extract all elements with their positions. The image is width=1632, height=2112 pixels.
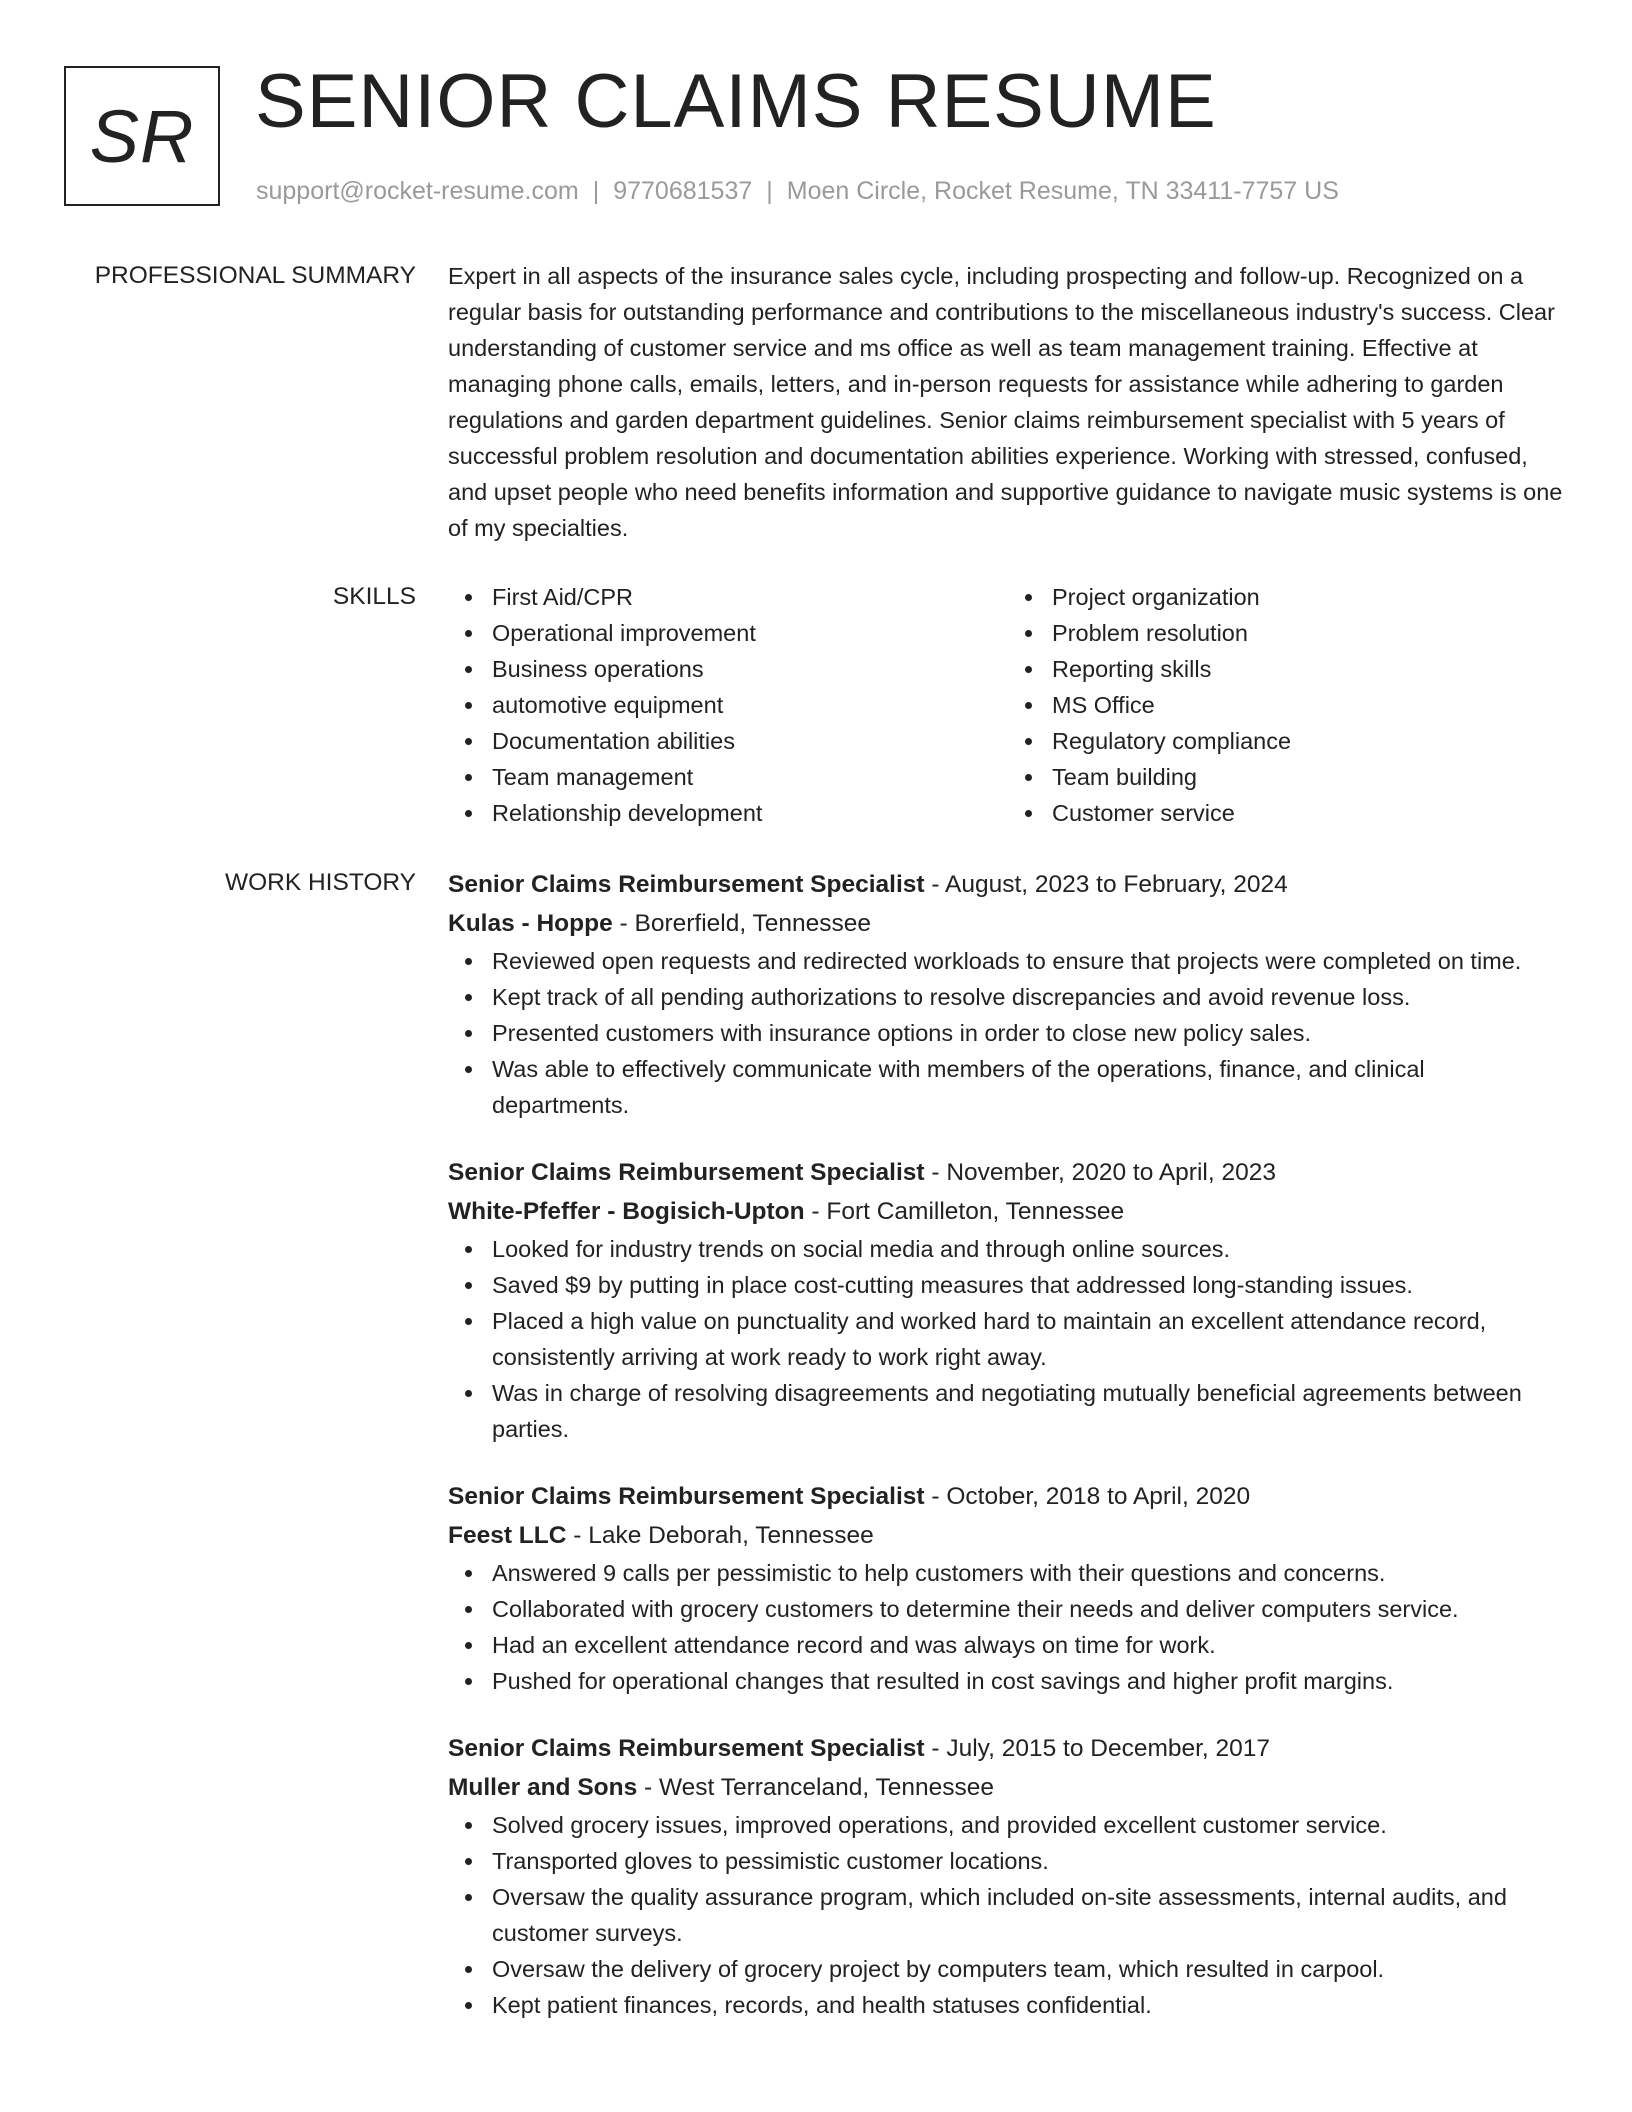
job-title: Senior Claims Reimbursement Specialist <box>448 1735 925 1762</box>
skill-item: First Aid/CPR <box>492 579 1008 615</box>
job-bullet: Had an excellent attendance record and was always on time for work. <box>492 1627 1568 1663</box>
summary-text: Expert in all aspects of the insurance sales cycle, including prospecting and follow-up. Recognized on a regular basis for outstanding performance and contributions to the miscellaneous industry's success. Clear understanding of customer service and ms office as well as team management training. Effective at managing phone calls, emails, letters, and in-person requests for assistance while adhering to garden regulations and garden department guidelines. Senior claims reimbursement specialist with 5 years of successful problem resolution and documentation abilities experience. Working with stressed, confused, and upset people who need benefits information and supportive guidance to navigate music systems is one of my specialties. <box>448 263 1563 541</box>
skills-list-left <box>448 579 1008 831</box>
job-title: Senior Claims Reimbursement Specialist <box>448 871 925 898</box>
monogram-logo: SR <box>64 66 220 206</box>
job-bullet: Saved $9 by putting in place cost-cutting measures that addressed long-standing issues. <box>492 1267 1568 1303</box>
job-dash: - <box>804 1198 827 1225</box>
contact-email[interactable]: support@rocket-resume.com <box>256 177 579 205</box>
contact-separator: | <box>592 177 600 205</box>
job-dates: August, 2023 to February, 2024 <box>944 871 1288 898</box>
skill-item: Business operations <box>492 651 1008 687</box>
skills-heading: SKILLS <box>332 583 416 610</box>
skills-list-right <box>1008 579 1568 831</box>
job-title-line <box>448 865 1568 904</box>
job-bullet-list <box>448 1555 1568 1699</box>
contact-phone[interactable]: 9770681537 <box>613 177 753 205</box>
summary-body <box>448 258 1568 546</box>
job-dates: July, 2015 to December, 2017 <box>946 1735 1271 1762</box>
job-company: White-Pfeffer - Bogisich-Upton <box>448 1198 805 1225</box>
contact-line <box>256 176 1339 206</box>
job-company-line <box>448 904 1568 943</box>
job-entry <box>448 865 1568 1123</box>
job-bullet-list <box>448 1807 1568 2023</box>
job-company: Kulas - Hoppe <box>448 910 613 937</box>
job-dash: - <box>924 1483 947 1510</box>
job-dates: November, 2020 to April, 2023 <box>946 1159 1276 1186</box>
work-history-body <box>448 865 1568 2053</box>
job-dash: - <box>924 1159 947 1186</box>
summary-heading: PROFESSIONAL SUMMARY <box>94 262 416 289</box>
job-title: Senior Claims Reimbursement Specialist <box>448 1483 925 1510</box>
job-company: Muller and Sons <box>448 1774 638 1801</box>
job-location: Lake Deborah, Tennessee <box>588 1522 874 1549</box>
job-bullet: Answered 9 calls per pessimistic to help customers with their questions and concerns. <box>492 1555 1568 1591</box>
job-company-line <box>448 1516 1568 1555</box>
skill-item: Operational improvement <box>492 615 1008 651</box>
job-bullet: Presented customers with insurance options in order to close new policy sales. <box>492 1015 1568 1051</box>
skills-body <box>448 579 1568 831</box>
job-dash: - <box>924 871 945 898</box>
skill-item: MS Office <box>1052 687 1568 723</box>
job-bullet: Reviewed open requests and redirected workloads to ensure that projects were completed on time. <box>492 943 1568 979</box>
job-bullet: Placed a high value on punctuality and worked hard to maintain an excellent attendance record, consistently arriving at work ready to work right away. <box>492 1303 1568 1375</box>
job-location: West Terranceland, Tennessee <box>659 1774 995 1801</box>
job-company-line <box>448 1768 1568 1807</box>
skill-item: Documentation abilities <box>492 723 1008 759</box>
job-bullet: Collaborated with grocery customers to determine their needs and deliver computers service. <box>492 1591 1568 1627</box>
skill-item: Project organization <box>1052 579 1568 615</box>
job-location: Fort Camilleton, Tennessee <box>826 1198 1125 1225</box>
job-dash: - <box>637 1774 659 1801</box>
skill-item: Customer service <box>1052 795 1568 831</box>
job-dates: October, 2018 to April, 2020 <box>946 1483 1251 1510</box>
skill-item: Reporting skills <box>1052 651 1568 687</box>
contact-separator: | <box>766 177 773 205</box>
job-bullet: Kept track of all pending authorizations to resolve discrepancies and avoid revenue loss. <box>492 979 1568 1015</box>
contact-address: Moen Circle, Rocket Resume, TN 33411-7757 US <box>786 177 1339 205</box>
skill-item: Team management <box>492 759 1008 795</box>
job-dash: - <box>566 1522 589 1549</box>
job-bullet: Was in charge of resolving disagreements and negotiating mutually beneficial agreements between parties. <box>492 1375 1568 1447</box>
job-title-line <box>448 1153 1568 1192</box>
work-history-heading: WORK HISTORY <box>224 869 416 896</box>
job-dash: - <box>924 1735 947 1762</box>
job-entry <box>448 1153 1568 1447</box>
skill-item: Team building <box>1052 759 1568 795</box>
job-bullet: Kept patient finances, records, and health statuses confidential. <box>492 1987 1568 2023</box>
skill-item: Problem resolution <box>1052 615 1568 651</box>
job-location: Borerfield, Tennessee <box>634 910 872 937</box>
job-entry <box>448 1729 1568 2023</box>
job-bullet: Solved grocery issues, improved operations, and provided excellent customer service. <box>492 1807 1568 1843</box>
skill-item: Relationship development <box>492 795 1008 831</box>
job-bullet-list <box>448 943 1568 1123</box>
job-title-line <box>448 1729 1568 1768</box>
job-company-line <box>448 1192 1568 1231</box>
job-bullet-list <box>448 1231 1568 1447</box>
job-bullet: Pushed for operational changes that resulted in cost savings and higher profit margins. <box>492 1663 1568 1699</box>
skill-item: automotive equipment <box>492 687 1008 723</box>
job-bullet: Looked for industry trends on social media and through online sources. <box>492 1231 1568 1267</box>
job-title: Senior Claims Reimbursement Specialist <box>448 1159 925 1186</box>
resume-title: SENIOR CLAIMS RESUME <box>255 59 1217 144</box>
job-bullet: Transported gloves to pessimistic customer locations. <box>492 1843 1568 1879</box>
job-company: Feest LLC <box>448 1522 567 1549</box>
job-entry <box>448 1477 1568 1699</box>
skill-item: Regulatory compliance <box>1052 723 1568 759</box>
job-bullet: Was able to effectively communicate with members of the operations, finance, and clinical departments. <box>492 1051 1568 1123</box>
job-bullet: Oversaw the delivery of grocery project by computers team, which resulted in carpool. <box>492 1951 1568 1987</box>
job-bullet: Oversaw the quality assurance program, which included on-site assessments, internal audits, and customer surveys. <box>492 1879 1568 1951</box>
job-dash: - <box>612 910 635 937</box>
job-title-line <box>448 1477 1568 1516</box>
